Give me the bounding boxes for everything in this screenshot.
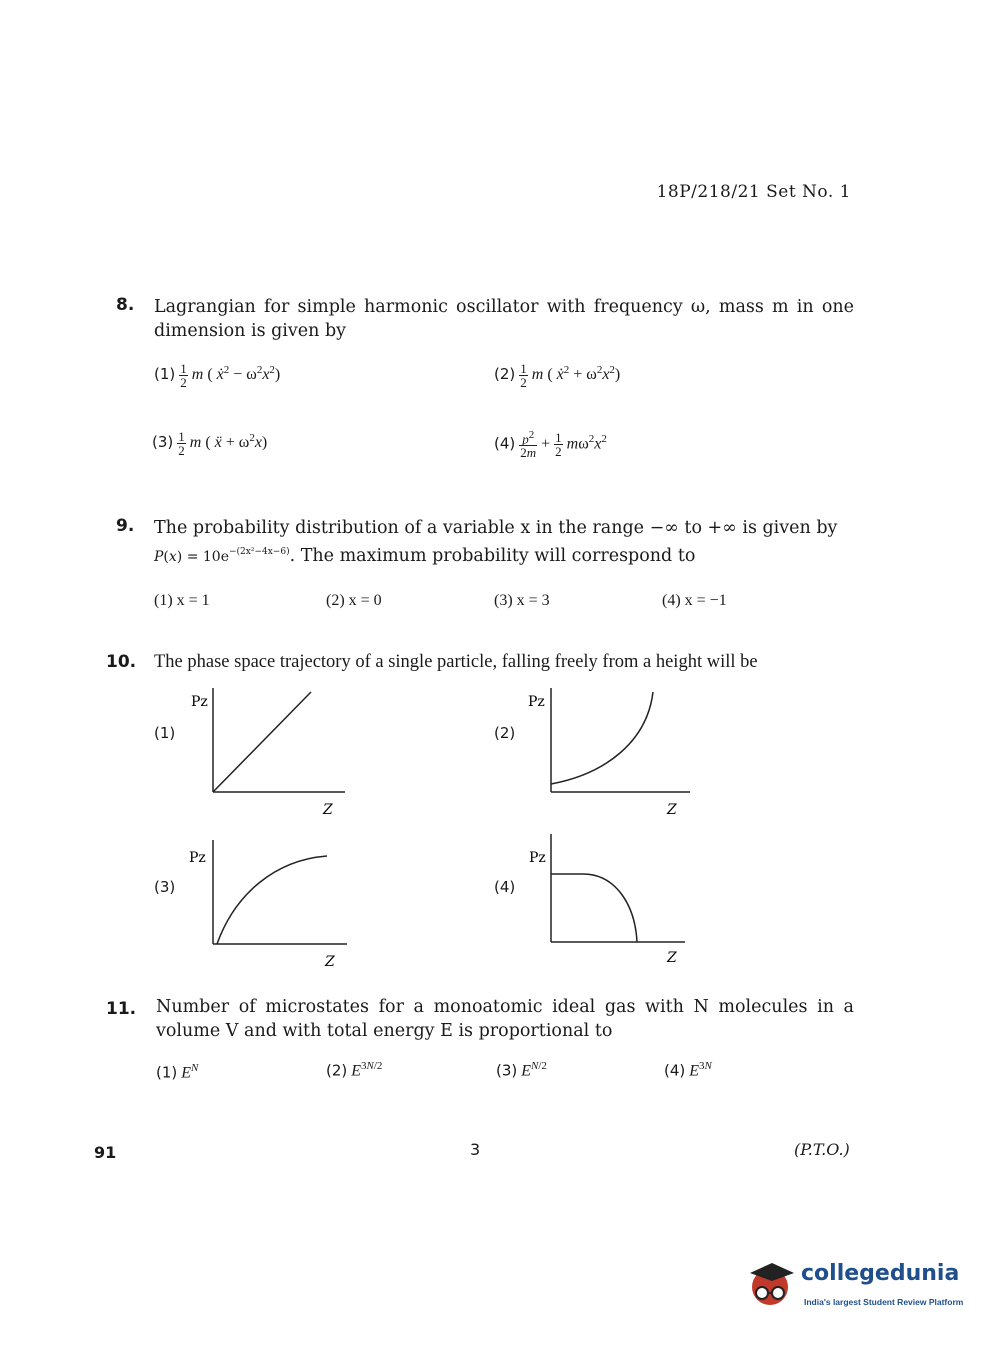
option-label: (4) — [494, 434, 516, 453]
question-9-text: The probability distribution of a variable x in the range −∞ to +∞ is given by $P(x) = 10e^{-(2x^2-4x-6)}$. The maximum probability will correspond to — [154, 518, 838, 566]
question-9-option-1: (1) x = 1 — [154, 592, 210, 609]
question-9-option-3: (3) x = 3 — [494, 592, 550, 609]
question-11-option-4: (4) $E^{3N}$ — [664, 1060, 712, 1080]
question-9-text-b: . The maximum probability will correspond to — [289, 545, 696, 566]
graph-4-curve — [551, 874, 637, 942]
graph-4-y-label: Pz — [529, 850, 546, 866]
pto-label: (P.T.O.) — [794, 1140, 850, 1159]
graph-2-y-label: Pz — [528, 694, 545, 710]
question-9-text-a: The probability distribution of a variable x in the range −∞ to +∞ is given by — [154, 518, 838, 538]
page-number: 3 — [470, 1140, 481, 1159]
question-8-option-4: (4) $\frac{p^2}{2m}$ + $\frac{1}{2}$ $m\omega^2x^2$ — [494, 429, 607, 461]
question-11-option-1: (1) $E^N$ — [156, 1062, 199, 1082]
graph-3-curve — [217, 856, 327, 944]
graph-4-x-label: Z — [667, 950, 677, 966]
question-10-number: 10. — [106, 652, 137, 672]
graph-2 — [525, 688, 700, 823]
brand-name: collegedunia — [801, 1261, 960, 1286]
brand-logo — [742, 1255, 972, 1315]
option-label: (3) — [496, 1061, 518, 1080]
graph-3-label: (3) — [154, 878, 176, 896]
mascot-icon — [742, 1255, 802, 1315]
graph-3-x-label: Z — [325, 954, 335, 969]
paper-code: 18P/218/21 Set No. 1 — [656, 182, 851, 202]
question-11-option-2: (2) $E^{3N/2}$ — [326, 1060, 383, 1080]
graph-1-y-label: Pz — [191, 694, 208, 710]
question-10-text: The phase space trajectory of a single particle, falling freely from a height will be — [154, 652, 758, 672]
graph-2-curve — [551, 692, 653, 784]
option-label: (1) — [156, 1063, 178, 1082]
graph-1-curve — [213, 692, 311, 792]
option-label: (2) — [326, 1061, 348, 1080]
option-label: (3) — [152, 433, 174, 452]
graph-4-label: (4) — [494, 878, 516, 896]
question-8-text: Lagrangian for simple harmonic oscillator with frequency ω, mass m in one dimension is given by — [154, 297, 854, 341]
question-8-option-3: (3) $\frac{1}{2}$ m ( ẍ + $\omega^2x$) — [152, 429, 268, 458]
graph-4 — [525, 834, 700, 969]
question-11-number: 11. — [106, 999, 137, 1019]
question-8-number: 8. — [116, 295, 135, 315]
option-label: (2) — [494, 365, 516, 384]
question-9-option-2: (2) x = 0 — [326, 592, 382, 609]
option-label: (1) — [154, 365, 176, 384]
graph-3-y-label: Pz — [189, 850, 206, 866]
graph-1 — [185, 688, 360, 823]
question-8-option-1: (1) $\frac{1}{2}$ m ( ẋ$^2$ − $\omega^2x^2$) — [154, 361, 281, 390]
question-11-text: Number of microstates for a monoatomic ideal gas with N molecules in a volume V and with total energy E is proportional to — [156, 997, 854, 1041]
question-9-option-4: (4) x = −1 — [662, 592, 727, 609]
question-8-option-2: (2) $\frac{1}{2}$ m ( ẋ$^2$ + $\omega^2x^2$) — [494, 361, 621, 390]
question-11-option-3: (3) $E^{N/2}$ — [496, 1060, 547, 1080]
graph-1-x-label: Z — [323, 802, 333, 818]
graph-3 — [185, 834, 360, 969]
option-label: (4) — [664, 1061, 686, 1080]
footer-code: 91 — [94, 1143, 117, 1162]
question-9-number: 9. — [116, 516, 135, 536]
graph-1-label: (1) — [154, 724, 176, 742]
graph-2-label: (2) — [494, 724, 516, 742]
brand-tagline: India's largest Student Review Platform — [804, 1297, 964, 1307]
graph-2-x-label: Z — [667, 802, 677, 818]
